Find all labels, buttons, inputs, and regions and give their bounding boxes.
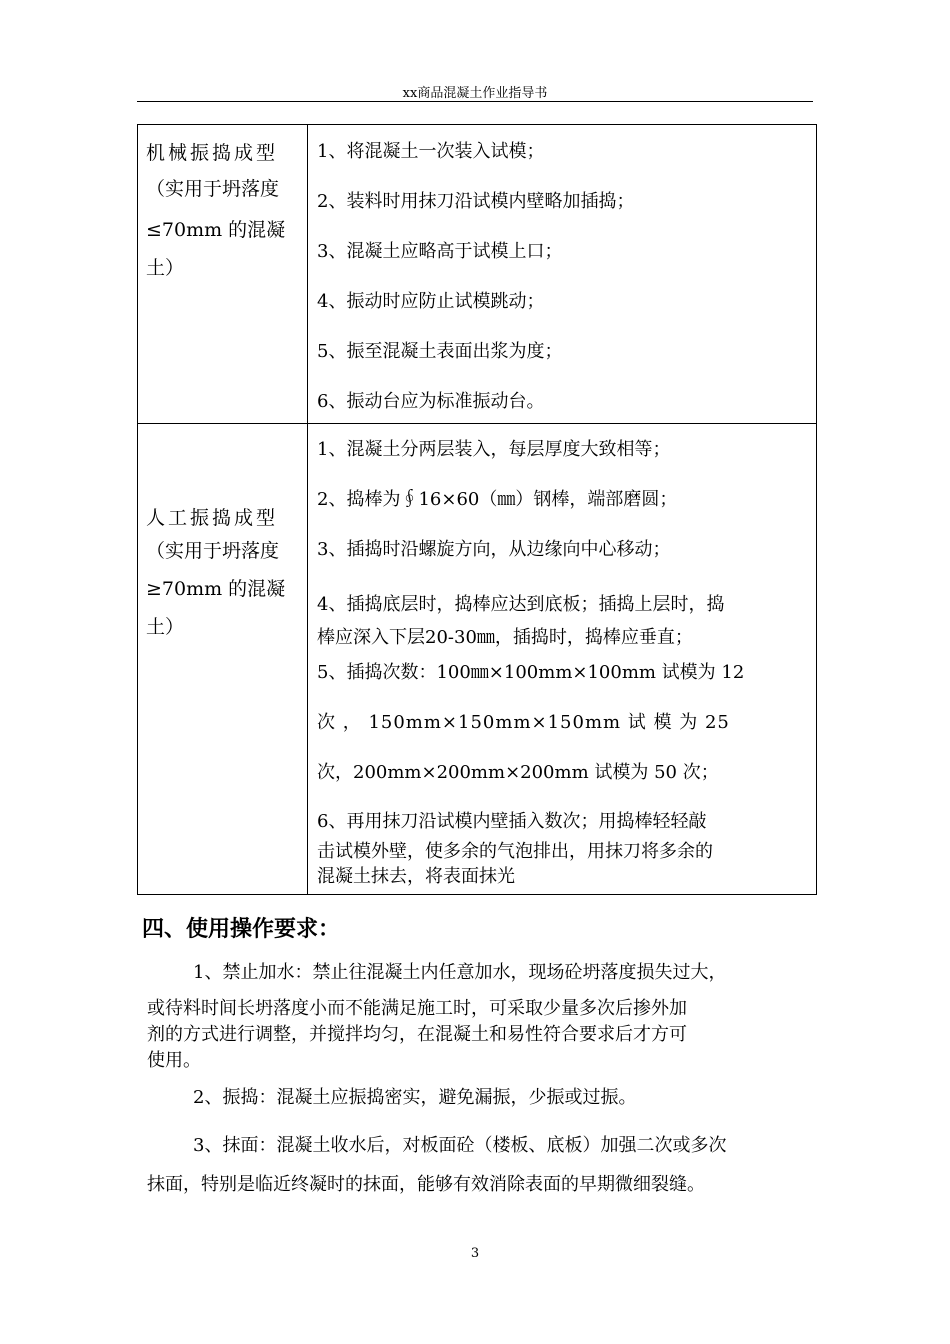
table-row — [138, 125, 817, 424]
paragraph-line: 剂的方式进行调整，并搅拌均匀，在混凝土和易性符合要求后才方可 — [147, 1024, 687, 1045]
scope-line: ≥70mm 的混凝 — [146, 578, 286, 600]
step-item: 2、装料时用抹刀沿试模内壁略加插捣； — [317, 191, 635, 212]
steps-cell — [308, 125, 817, 424]
paragraph-line: 或待料时间长坍落度小而不能满足施工时，可采取少量多次后掺外加 — [147, 998, 687, 1019]
scope-line: 土） — [146, 616, 185, 638]
method-cell — [138, 424, 308, 895]
step-item: 3、混凝土应略高于试模上口； — [317, 241, 563, 262]
step-item: 次 ， 150mm×150mm×150mm 试 模 为 25 — [317, 712, 730, 733]
step-item: 5、振至混凝土表面出浆为度； — [317, 341, 563, 362]
steps-cell — [308, 424, 817, 895]
step-item: 2、捣棒为∮16×60（㎜）钢棒，端部磨圆； — [317, 489, 678, 510]
scope-line: ≤70mm 的混凝 — [146, 219, 286, 241]
step-item: 6、振动台应为标准振动台。 — [317, 391, 545, 412]
molding-methods-table — [137, 124, 817, 895]
paragraph-line: 抹面，特别是临近终凝时的抹面，能够有效消除表面的早期微细裂缝。 — [147, 1174, 705, 1195]
page-number: 3 — [470, 1246, 480, 1261]
section-heading: 四、使用操作要求： — [142, 917, 341, 942]
paragraph-line: 3、抹面：混凝土收水后，对板面砼（楼板、底板）加强二次或多次 — [193, 1135, 727, 1156]
paragraph-line: 1、禁止加水：禁止往混凝土内任意加水，现场砼坍落度损失过大， — [193, 962, 727, 983]
step-item: 1、混凝土分两层装入，每层厚度大致相等； — [317, 439, 671, 460]
step-item: 次，200mm×200mm×200mm 试模为 50 次； — [317, 762, 719, 783]
method-title: 人工振捣成型 — [146, 507, 279, 529]
step-item: 5、插捣次数：100㎜×100mm×100mm 试模为 12 — [317, 662, 745, 683]
page-header-title: xx商品混凝土作业指导书 — [402, 86, 548, 101]
method-cell — [138, 125, 308, 424]
method-title: 机械振捣成型 — [146, 142, 279, 164]
step-item: 4、插捣底层时，捣棒应达到底板；插捣上层时，捣 — [317, 594, 725, 615]
paragraph-line: 2、振捣：混凝土应振捣密实，避免漏振，少振或过振。 — [193, 1087, 637, 1108]
step-item: 混凝土抹去，将表面抹光 — [317, 866, 515, 887]
paragraph-vibration — [147, 1085, 814, 1111]
step-item: 6、再用抹刀沿试模内壁插入数次；用捣棒轻轻敲 — [317, 811, 707, 832]
paragraph-line: 使用。 — [147, 1050, 201, 1071]
step-item: 3、插捣时沿螺旋方向，从边缘向中心移动； — [317, 539, 671, 560]
paragraph-finishing — [147, 1132, 814, 1198]
scope-line: （实用于坍落度 — [146, 540, 280, 562]
step-item: 4、振动时应防止试模跳动； — [317, 291, 545, 312]
step-item: 1、将混凝土一次装入试模； — [317, 141, 545, 162]
header-divider — [137, 101, 813, 102]
scope-line: 土） — [146, 257, 185, 279]
paragraph-no-water — [147, 960, 814, 1074]
table-row — [138, 424, 817, 895]
scope-line: （实用于坍落度 — [146, 178, 280, 200]
step-item: 棒应深入下层20-30㎜，插捣时，捣棒应垂直； — [317, 627, 693, 648]
step-item: 击试模外壁，使多余的气泡排出，用抹刀将多余的 — [317, 841, 713, 862]
